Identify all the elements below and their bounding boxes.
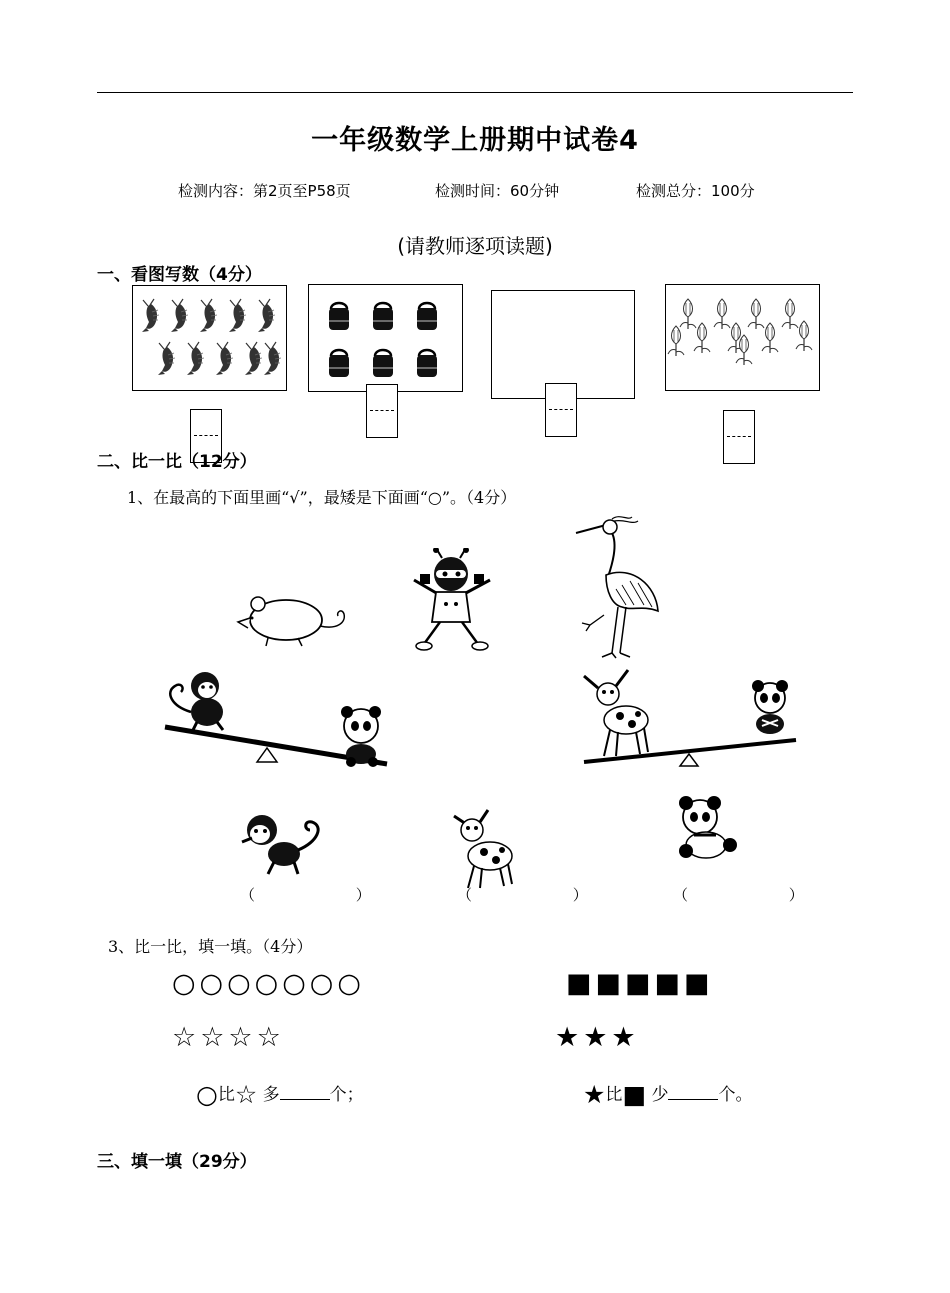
black-star-symbol: ★ [583,1080,606,1109]
answer-paren-1[interactable]: （ ） [240,886,419,904]
compare-word: 比 [217,1085,235,1105]
bag-icon [309,285,462,391]
seesaw-left [157,672,397,772]
circle-symbol: ○ [196,1080,218,1109]
shrimp-icon [133,286,286,390]
answer-paren-3[interactable]: （ ） [673,886,852,904]
squares-row: ■■■■■ [566,968,714,999]
compare-more: 多 [262,1085,280,1105]
monkey-icon [170,672,223,730]
black-square-symbol: ■ [622,1080,647,1109]
exam-score: 检测总分：100分 [636,182,755,200]
panda-icon [672,795,744,865]
deer-icon [448,806,522,890]
top-rule [97,92,853,93]
answer-blank-right[interactable] [668,1085,718,1100]
panda-icon [752,680,788,734]
question-2-3: 3、比一比，填一填。（4分） [108,937,313,956]
answer-blank-left[interactable] [280,1085,330,1100]
answer-box-3[interactable] [545,383,577,437]
heron-icon [572,515,667,660]
mouse-icon [228,590,353,655]
page-title: 一年级数学上册期中试卷4 [311,125,639,156]
white-stars-row: ☆☆☆☆ [172,1022,285,1053]
compare-less: 少 [651,1085,669,1105]
picture-box-flower [665,284,820,391]
exam-time: 检测时间：60分钟 [435,182,560,200]
section2-heading: 二、比一比（12分） [97,452,257,472]
answer-paren-2[interactable]: （ ） [457,886,636,904]
exam-scope: 检测内容：第2页至P58页 [178,182,351,200]
circles-row: ○○○○○○○ [172,968,365,999]
answer-box-4[interactable] [723,410,755,464]
flower-icon [666,285,819,390]
compare-right [583,1080,752,1109]
black-stars-row: ★★★ [555,1022,640,1053]
question-2-1: 1、在最高的下面里画“√”，最矮是下面画“○”。（4分） [127,488,517,507]
compare-unit: 个； [329,1085,364,1105]
picture-box-shrimp [132,285,287,391]
answer-box-2[interactable] [366,384,398,438]
deer-icon [584,670,648,756]
teacher-note: (请教师逐项读题) [397,234,553,258]
compare-word: 比 [605,1085,623,1105]
ladybug-icon [410,548,495,658]
white-star-symbol: ☆ [234,1080,258,1109]
seesaw-right [578,668,800,773]
monkey-icon [238,812,328,878]
compare-left [196,1080,364,1109]
picture-box-bag [308,284,463,392]
section1-heading: 一、看图写数（4分） [97,265,262,285]
section3-heading: 三、填一填（29分） [97,1152,257,1172]
compare-unit: 个。 [718,1085,753,1105]
